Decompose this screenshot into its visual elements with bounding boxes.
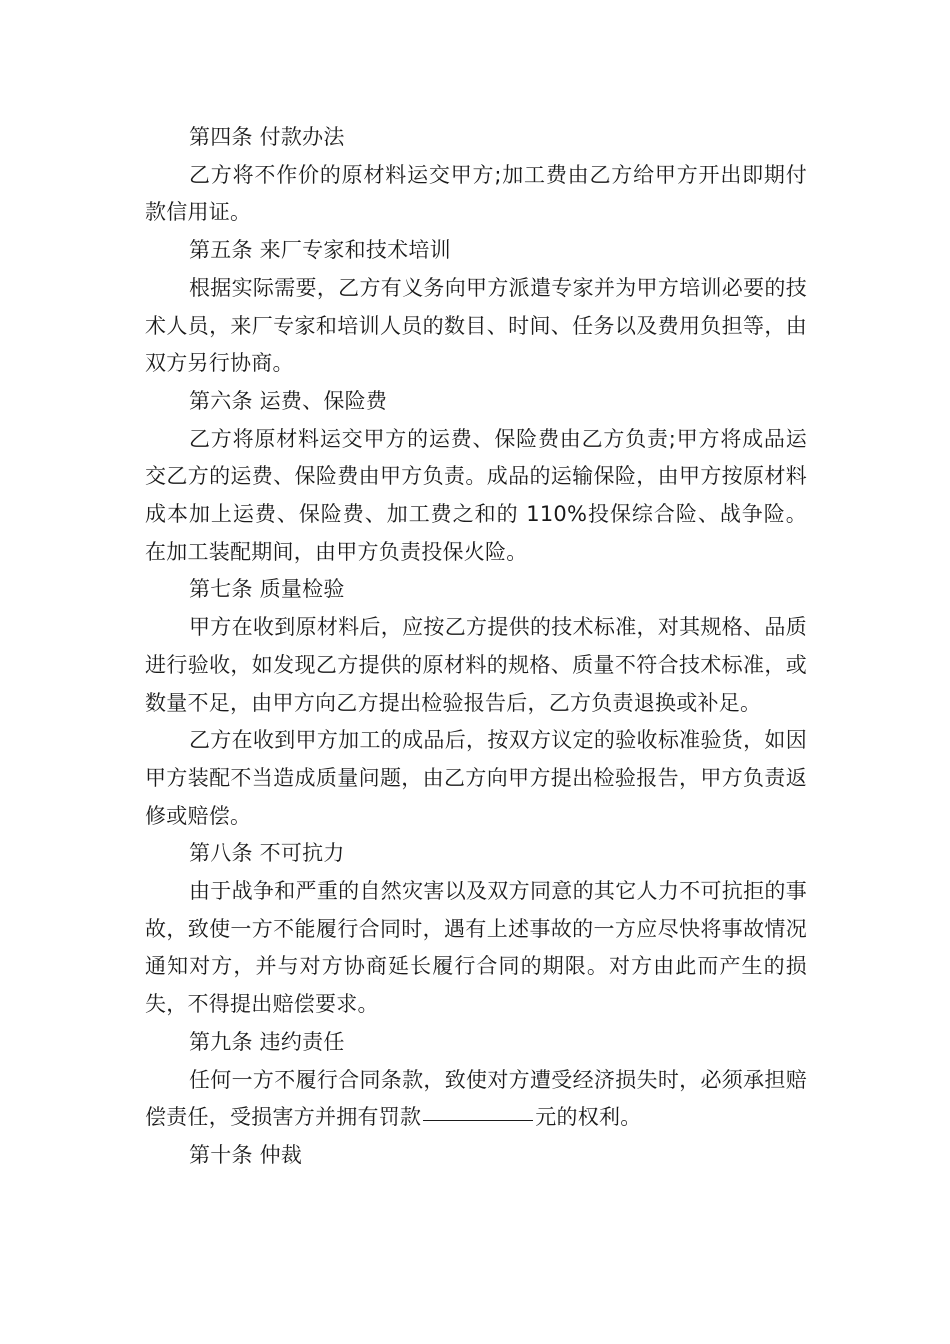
article-7-paragraph-1: 甲方在收到原材料后，应按乙方提供的技术标准，对其规格、品质进行验收，如发现乙方提供的原材料的规格、质量不符合技术标准，或数量不足，由甲方向乙方提出检验报告后，乙方负责退换或补足。 (145, 615, 807, 715)
article-4-heading: 第四条 付款办法 (189, 125, 345, 149)
article-9-paragraph (145, 1062, 807, 1137)
article-6-paragraph: 乙方将原材料运交甲方的运费、保险费由乙方负责;甲方将成品运交乙方的运费、保险费由甲方负责。成品的运输保险，由甲方按原材料成本加上运费、保险费、加工费之和的 110%投保综合险、战争险。在加工装配期间，由甲方负责投保火险。 (145, 426, 807, 564)
article-9-heading: 第九条 违约责任 (189, 1029, 345, 1054)
article-5-paragraph: 根据实际需要，乙方有义务向甲方派遣专家并为甲方培训必要的技术人员，来厂专家和培训人员的数目、时间、任务以及费用负担等，由双方另行协商。 (145, 275, 807, 376)
article-9-text-after: 元的权利。 (535, 1105, 642, 1130)
article-4-paragraph: 乙方将不作价的原材料运交甲方;加工费由乙方给甲方开出即期付款信用证。 (145, 162, 807, 225)
article-9-text-before: 任何一方不履行合同条款，致使对方遭受经济损失时，必须承担赔偿责任，受损害方并拥有罚款 (145, 1067, 807, 1130)
article-8-paragraph: 由于战争和严重的自然灾害以及双方同意的其它人力不可抗拒的事故，致使一方不能履行合同时，遇有上述事故的一方应尽快将事故情况通知对方，并与对方协商延长履行合同的期限。对方由此而产生的损失，不得提出赔偿要求。 (145, 879, 807, 1017)
document-body (145, 119, 807, 1175)
article-7-paragraph-2: 乙方在收到甲方加工的成品后，按双方议定的验收标准验货，如因甲方装配不当造成质量问题，由乙方向甲方提出检验报告，甲方负责返修或赔偿。 (145, 728, 807, 828)
article-8-heading: 第八条 不可抗力 (189, 841, 345, 866)
article-6-heading: 第六条 运费、保险费 (189, 388, 388, 413)
article-7-heading: 第七条 质量检验 (189, 577, 345, 602)
article-10-heading: 第十条 仲裁 (189, 1142, 303, 1167)
penalty-amount-blank (423, 1119, 533, 1121)
article-5-heading: 第五条 来厂专家和技术培训 (189, 238, 451, 263)
